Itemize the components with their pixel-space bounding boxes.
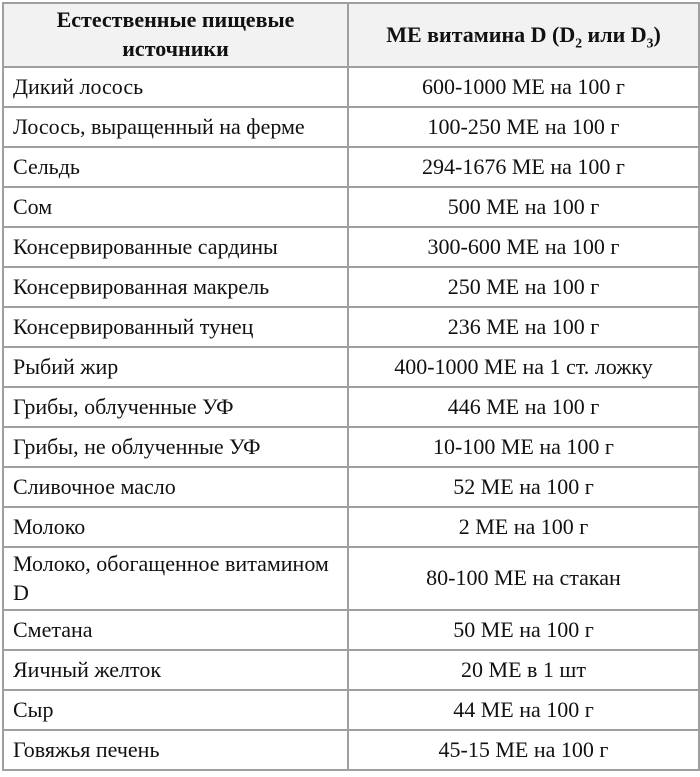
source-cell: Консервированная макрель: [3, 267, 348, 307]
value-cell: 250 МЕ на 100 г: [348, 267, 699, 307]
value-cell: 600-1000 МЕ на 100 г: [348, 67, 699, 107]
table-row: [3, 307, 699, 347]
value-cell: 500 МЕ на 100 г: [348, 187, 699, 227]
table-row: [3, 690, 699, 730]
source-cell: Консервированные сардины: [3, 227, 348, 267]
value-cell: 20 МЕ в 1 шт: [348, 650, 699, 690]
header-row: [3, 3, 699, 67]
table-row: [3, 730, 699, 770]
table-row: [3, 67, 699, 107]
value-cell: 446 МЕ на 100 г: [348, 387, 699, 427]
value-cell: 236 МЕ на 100 г: [348, 307, 699, 347]
source-cell: Лосось, выращенный на ферме: [3, 107, 348, 147]
table-row: [3, 507, 699, 547]
value-cell: 400-1000 МЕ на 1 ст. ложку: [348, 347, 699, 387]
source-cell: Молоко, обогащенное витамином D: [3, 547, 348, 610]
value-cell: 45-15 МЕ на 100 г: [348, 730, 699, 770]
value-cell: 44 МЕ на 100 г: [348, 690, 699, 730]
table-row: [3, 650, 699, 690]
table-row: [3, 347, 699, 387]
source-cell: Сметана: [3, 610, 348, 650]
table-row: [3, 610, 699, 650]
table-row: [3, 187, 699, 227]
table-row: [3, 267, 699, 307]
value-cell: 50 МЕ на 100 г: [348, 610, 699, 650]
source-cell: Молоко: [3, 507, 348, 547]
table-row: [3, 147, 699, 187]
source-cell: Сливочное масло: [3, 467, 348, 507]
value-cell: 2 МЕ на 100 г: [348, 507, 699, 547]
source-cell: Сом: [3, 187, 348, 227]
source-cell: Консервированный тунец: [3, 307, 348, 347]
source-cell: Грибы, облученные УФ: [3, 387, 348, 427]
table-row: [3, 387, 699, 427]
table-row: [3, 227, 699, 267]
vitamin-d-table: [2, 2, 700, 771]
source-cell: Говяжья печень: [3, 730, 348, 770]
source-cell: Сыр: [3, 690, 348, 730]
table-row: [3, 467, 699, 507]
subscript-d2: 2: [575, 35, 583, 51]
value-cell: 100-250 МЕ на 100 г: [348, 107, 699, 147]
table-row: [3, 427, 699, 467]
value-cell: 300-600 МЕ на 100 г: [348, 227, 699, 267]
table-row: [3, 107, 699, 147]
source-cell: Рыбий жир: [3, 347, 348, 387]
source-cell: Дикий лосось: [3, 67, 348, 107]
source-cell: Яичный желток: [3, 650, 348, 690]
header-value-text-pre: МЕ витамина D (D: [386, 21, 576, 47]
source-cell: Грибы, не облученные УФ: [3, 427, 348, 467]
table-body: [3, 67, 699, 770]
header-value-text-mid: или D: [582, 21, 647, 47]
header-value-text-post: ): [653, 21, 661, 47]
header-source-column: Естественные пищевые источники: [3, 3, 348, 67]
value-cell: 10-100 МЕ на 100 г: [348, 427, 699, 467]
subscript-d3: 3: [646, 35, 654, 51]
value-cell: 80-100 МЕ на стакан: [348, 547, 699, 610]
value-cell: 52 МЕ на 100 г: [348, 467, 699, 507]
source-cell: Сельдь: [3, 147, 348, 187]
value-cell: 294-1676 МЕ на 100 г: [348, 147, 699, 187]
header-value-column: [348, 3, 699, 67]
table-row: [3, 547, 699, 610]
